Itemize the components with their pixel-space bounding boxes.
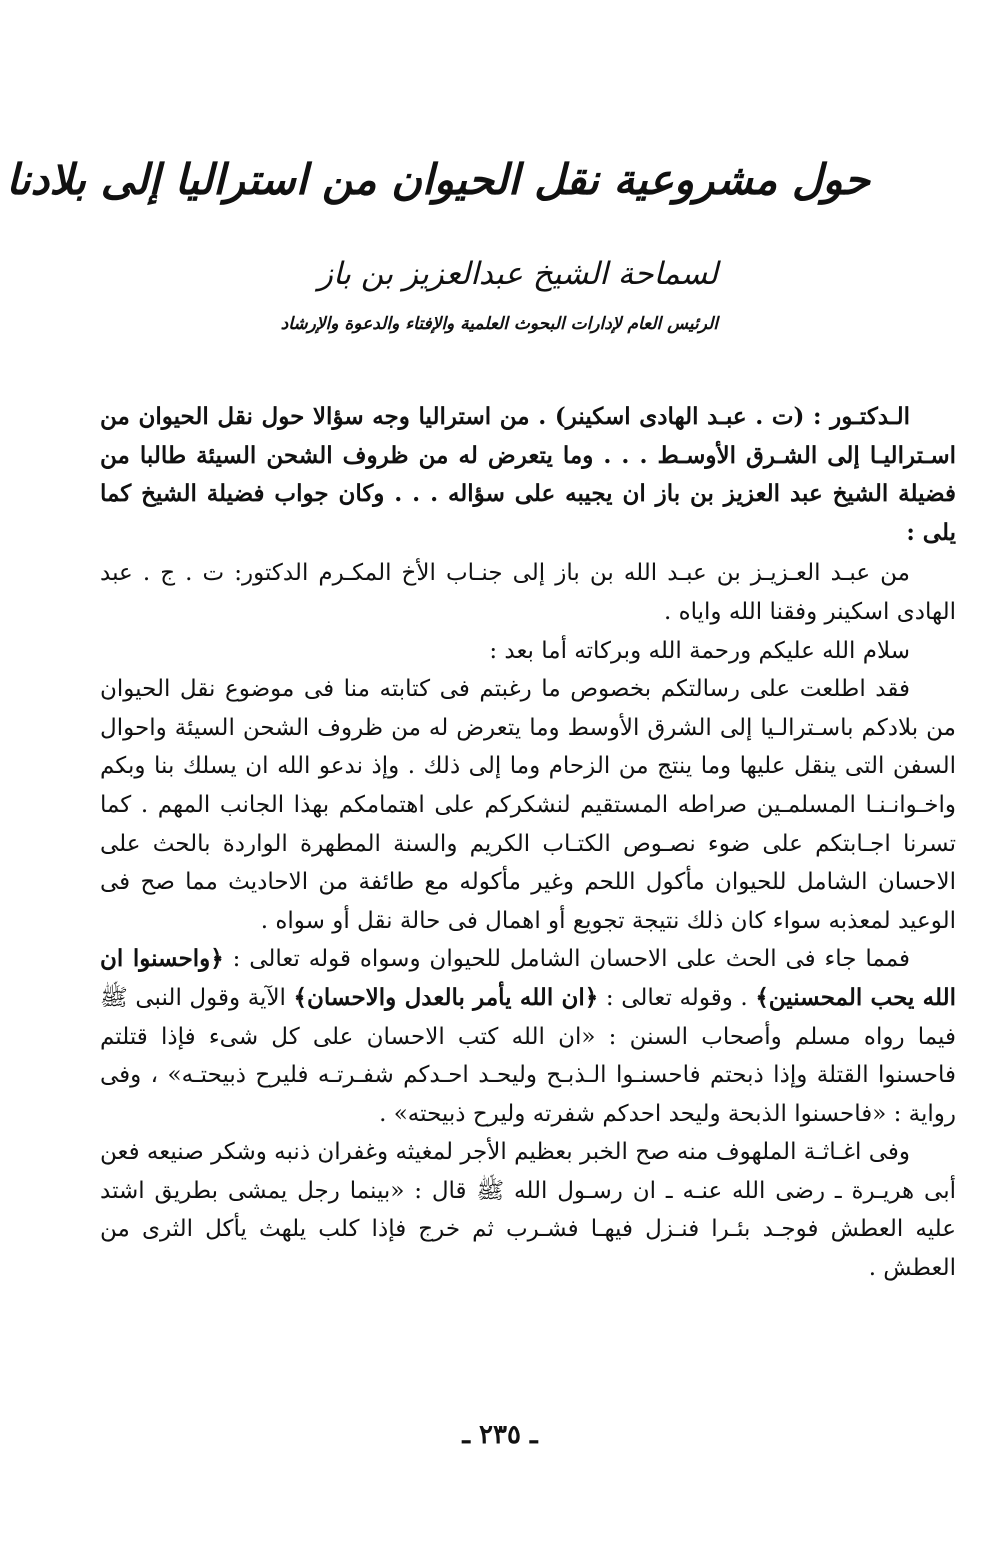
paragraph-hadith-dog: وفى اغـاثـة الملهوف منه صح الخبر بعظيم الأجر لمغيثه وغفران ذنبه وشكر صنيعه فعن أبى هريـرة ـ رضى الله عنـه ـ ان رسـول الله ﷺ قال : «بينما رجل يمشى بطريق اشتد عليه العطش فوجـد بئـرا فنـزل فيهـا فشـرب ثم خرج فإذا كلب يلهث يأكل الثرى من العطش . [100,1139,956,1282]
article-body [100,398,956,1288]
quran-quote: ﴿واحسنوا ان الله يحب المحسنين﴾ [100,945,956,1011]
paragraph-reply: فقد اطلعت على رسالتكم بخصوص ما رغبتم فى كتابته منا فى موضوع نقل الحيوان من بلادكم باسـترالـيا إلى الشرق الأوسط وما يتعرض له من ظروف الشحن السيئة واحوال السفن التى ينقل عليها وما ينتج من الزحام وما إلى ذلك . وإذ ندعو الله ان يسلك بنا وبكم واخـوانـنـا المسلمـين صراطه المستقيم لنشكركم على اهتمامكم بهذا الجانب المهم . كما تسرنا اجـابتكم على ضوء نصـوص الكتـاب الكريم والسنة المطهرة الواردة بالحث على الاحسان الشامل للحيوان مأكول اللحم وغير مأكوله مع طائفة من الاحاديث مما صح فى الوعيد لمعذبه سواء كان ذلك نتيجة تجويع أو اهمال فى حالة نقل أو سواه . [100,676,956,934]
paragraph-addressee: من عبـد العـزيـز بن عبـد الله بن باز إلى جنـاب الأخ المكـرم الدكتور: ت . ج . عبد الهادى اسكينر وفقنا الله واياه . [100,560,956,625]
intro-paragraph: الـدكتـور : (ت . عبـد الهادى اسكينر) . من استراليا وجه سؤالا حول نقل الحيوان من اسـتراليـا إلى الشـرق الأوسـط . . . وما يتعرض له من ظروف الشحن السيئة طالبا من فضيلة الشيخ عبد العزيز بن باز ان يجيبه على سؤاله . . . وكان جواب فضيلة الشيخ كما يلى : [100,403,956,546]
article-title: حول مشروعية نقل الحيوان من استراليا إلى بلادنا [6,155,870,204]
author-byline: لسماحة الشيخ عبدالعزيز بن باز [318,256,718,292]
author-position: الرئيس العام لإدارات البحوث العلمية والإفتاء والدعوة والإرشاد [280,314,718,334]
paragraph-quran-hadith [100,940,956,1133]
text-segment: . وقوله تعالى : [598,984,756,1011]
text-segment: فمما جاء فى الحث على الاحسان الشامل للحيوان وسواه قوله تعالى : [223,946,910,973]
page-number: ـ ٢٣٥ ـ [462,1420,538,1450]
paragraph-greeting: سلام الله عليكم ورحمة الله وبركاته أما بعد : [489,637,910,664]
text-segment: الآية وقول النبى ﷺ فيما رواه مسلم وأصحاب السنن : «ان الله كتب الاحسان على كل شىء فإذا قتلتم فاحسنوا القتلة وإذا ذبحتم فاحسنـوا الـذبـح وليحـد احـدكم شفـرتـه فليرح ذبيحتـه» ، وفى رواية : «فاحسنوا الذبحة وليحد احدكم شفرته وليرح ذبيحته» . [100,984,956,1127]
quran-quote: ﴿ان الله يأمر بالعدل والاحسان﴾ [293,983,599,1011]
